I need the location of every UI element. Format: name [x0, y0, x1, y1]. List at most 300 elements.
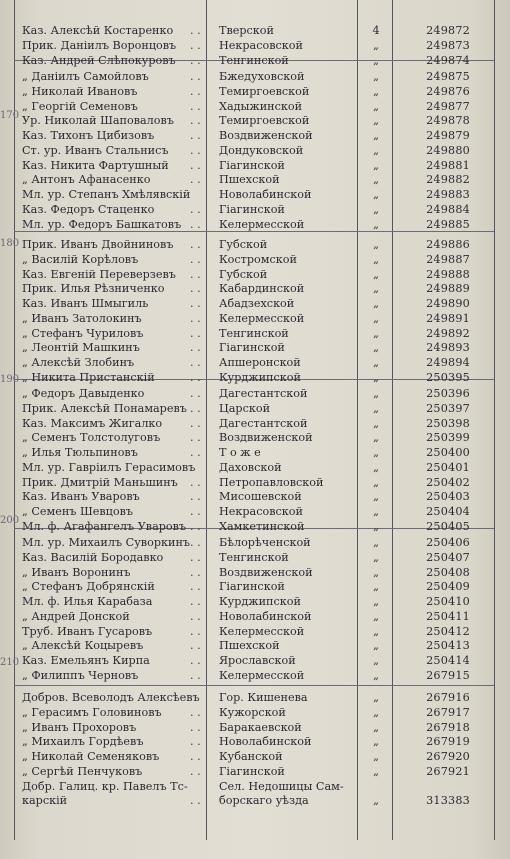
person-name: „ Даніилъ Самойловъ	[22, 70, 149, 83]
stanitsa-name: Темиргоевской	[219, 114, 310, 128]
stanitsa-name: Сел. Недошицы Сам-	[219, 779, 344, 793]
table-row	[0, 536, 510, 550]
leader-dots: . .	[190, 720, 201, 734]
person-name: „ Сергѣй Пенчуковъ	[22, 764, 143, 778]
leader-dots: . .	[190, 267, 201, 281]
stanitsa-name: Некрасовской	[219, 505, 303, 518]
table-row	[0, 238, 510, 252]
registry-number: 249875	[426, 70, 470, 83]
registry-number: 249880	[426, 143, 470, 157]
table-row	[0, 268, 510, 282]
leader-dots: . .	[190, 173, 201, 187]
leader-dots: . .	[190, 536, 201, 549]
table-row	[0, 750, 510, 764]
registry-number: 249883	[426, 188, 470, 201]
leader-dots: . .	[190, 609, 201, 623]
stanitsa-name: Баракаевской	[219, 720, 302, 734]
leader-dots: . .	[190, 282, 201, 296]
table-row	[0, 551, 510, 565]
stanitsa-name: Дагестантской	[219, 387, 308, 400]
registry-number: 249885	[426, 217, 470, 231]
quantity-mark: „	[373, 536, 379, 549]
stanitsa-name: Келермесской	[219, 311, 305, 325]
person-name: Прик. Илья Рѣзниченко	[22, 282, 165, 296]
stanitsa-name: Воздвиженской	[219, 431, 313, 445]
leader-dots: . .	[190, 475, 201, 489]
stanitsa-name: Бжедуховской	[219, 70, 305, 83]
quantity-mark: „	[373, 595, 379, 608]
registry-number: 250405	[426, 519, 470, 533]
person-name: „ Стефанъ Добрянскій	[22, 580, 155, 594]
stanitsa-name: Кужорской	[219, 705, 286, 719]
quantity-mark: „	[373, 129, 379, 142]
registry-number: 249876	[426, 84, 470, 98]
leader-dots: . .	[190, 519, 201, 533]
quantity-mark: „	[373, 565, 379, 579]
person-name: Каз. Василій Бородавко	[22, 550, 164, 564]
registry-number: 250402	[426, 475, 470, 489]
stanitsa-name: Тенгинской	[219, 550, 289, 564]
table-row	[0, 312, 510, 326]
leader-dots: . .	[190, 252, 201, 266]
person-name: Прик. Даніилъ Воронцовъ	[22, 38, 177, 52]
quantity-mark: „	[373, 401, 379, 415]
table-row	[0, 610, 510, 624]
registry-number: 250407	[426, 550, 470, 564]
registry-number: 250411	[426, 609, 470, 623]
person-name: Прик. Иванъ Двойниновъ	[22, 238, 174, 251]
quantity-mark: „	[373, 764, 379, 778]
leader-dots: . .	[190, 38, 201, 52]
stanitsa-name: Хамкетинской	[219, 519, 305, 533]
registry-number: 267921	[426, 764, 470, 778]
leader-dots: . .	[190, 311, 201, 325]
stanitsa-name: Тенгинской	[219, 53, 289, 67]
leader-dots: . .	[190, 580, 201, 594]
leader-dots: . .	[190, 401, 201, 415]
leader-dots: . .	[190, 70, 201, 83]
leader-dots: . .	[190, 129, 201, 142]
quantity-mark: „	[373, 173, 379, 187]
registry-number: 249881	[426, 158, 470, 172]
table-row	[0, 566, 510, 580]
table-row	[0, 580, 510, 594]
table-row	[0, 794, 510, 808]
leader-dots: . .	[190, 595, 201, 608]
registry-number: 250414	[426, 654, 470, 667]
quantity-mark: „	[373, 188, 379, 201]
stanitsa-name: Дагестантской	[219, 416, 308, 430]
quantity-mark: „	[373, 624, 379, 638]
person-name: „ Михаилъ Гордѣевъ	[22, 735, 144, 749]
person-name: „ Алексѣй Злобинъ	[22, 356, 135, 369]
margin-number: 200	[0, 515, 20, 526]
person-name: „ Василій Корѣловъ	[22, 252, 139, 266]
quantity-mark: „	[373, 114, 379, 128]
table-row	[0, 691, 510, 705]
quantity-mark: „	[373, 326, 379, 340]
stanitsa-name: Дондуковской	[219, 143, 304, 157]
registry-number: 267918	[426, 720, 470, 734]
person-name: „ Алексѣй Коцыревъ	[22, 639, 144, 653]
leader-dots: . .	[190, 431, 201, 445]
stanitsa-name: Апшеронской	[219, 356, 301, 369]
leader-dots: . .	[190, 416, 201, 430]
table-row	[0, 253, 510, 267]
stanitsa-name: Курджипской	[219, 370, 301, 384]
table-row	[0, 114, 510, 128]
leader-dots: . .	[190, 490, 201, 504]
quantity-mark: „	[373, 70, 379, 83]
quantity-mark: „	[373, 311, 379, 325]
stanitsa-name: Келермесской	[219, 217, 305, 231]
stanitsa-name: Абадзехской	[219, 297, 295, 310]
person-name: Прик. Дмитрій Маньшинъ	[22, 475, 178, 489]
stanitsa-name: Кабардинской	[219, 282, 305, 296]
stanitsa-name: Бѣлорѣченской	[219, 536, 311, 549]
quantity-mark: „	[373, 267, 379, 281]
registry-number: 267917	[426, 705, 470, 719]
registry-number: 249888	[426, 267, 470, 281]
quantity-mark: „	[373, 794, 379, 808]
leader-dots: . .	[190, 143, 201, 157]
leader-dots: . .	[190, 750, 201, 763]
registry-number: 250410	[426, 595, 470, 608]
table-row	[0, 595, 510, 609]
quantity-mark: „	[373, 53, 379, 67]
quantity-mark: „	[373, 84, 379, 98]
margin-number: 210	[0, 657, 20, 668]
person-name: „ Илья Тюльпиновъ	[22, 446, 138, 459]
registry-number: 249884	[426, 202, 470, 216]
leader-dots: . .	[190, 624, 201, 638]
stanitsa-name: Гіагинской	[219, 341, 285, 355]
registry-number: 249882	[426, 173, 470, 187]
table-row	[0, 625, 510, 639]
leader-dots: . .	[190, 446, 201, 459]
quantity-mark: „	[373, 580, 379, 594]
stanitsa-name: Курджипской	[219, 595, 301, 608]
stanitsa-name: Даховской	[219, 460, 282, 474]
stanitsa-name: Гіагинской	[219, 580, 285, 594]
registry-number: 267916	[426, 691, 470, 704]
stanitsa-name: Воздвиженской	[219, 129, 313, 142]
quantity-mark: „	[373, 99, 379, 113]
registry-number: 250399	[426, 431, 470, 445]
table-row	[0, 780, 510, 794]
table-row	[0, 356, 510, 370]
table-row	[0, 765, 510, 779]
registry-number: 250404	[426, 505, 470, 518]
person-name: Мл. ур. Степанъ Хмѣлявскій	[22, 188, 191, 201]
person-name: „ Филиппъ Черновъ	[22, 668, 139, 682]
table-row	[0, 706, 510, 720]
person-name: Труб. Иванъ Гусаровъ	[22, 624, 153, 638]
stanitsa-name: Воздвиженской	[219, 565, 313, 579]
registry-number: 250398	[426, 416, 470, 430]
registry-number: 249878	[426, 114, 470, 128]
table-row	[0, 721, 510, 735]
leader-dots: . .	[190, 370, 201, 384]
leader-dots: . .	[190, 53, 201, 67]
registry-number: 250396	[426, 387, 470, 400]
leader-dots: . .	[190, 764, 201, 778]
table-row	[0, 505, 510, 519]
table-row	[0, 461, 510, 475]
margin-number: 180	[0, 238, 20, 249]
table-row	[0, 669, 510, 683]
table-row	[0, 39, 510, 53]
margin-number: 190	[0, 374, 20, 385]
quantity-mark: „	[373, 735, 379, 749]
person-name: „ Стефанъ Чуриловъ	[22, 326, 144, 340]
person-name: „ Иванъ Прохоровъ	[22, 720, 137, 734]
registry-number: 249879	[426, 129, 470, 142]
stanitsa-name: Некрасовской	[219, 38, 303, 52]
person-name: Мл. ур. Федоръ Башкатовъ	[22, 217, 182, 231]
stanitsa-name: Гіагинской	[219, 158, 285, 172]
registry-number: 249877	[426, 99, 470, 113]
person-name: Каз. Алексѣй Костаренко	[22, 24, 174, 37]
quantity-mark: „	[373, 654, 379, 667]
quantity-mark: „	[373, 252, 379, 266]
quantity-mark: „	[373, 38, 379, 52]
leader-dots: . .	[190, 297, 201, 310]
quantity-mark: „	[373, 668, 379, 682]
person-name: Каз. Емельянъ Кирпа	[22, 654, 150, 667]
leader-dots: . .	[190, 794, 201, 808]
person-name: Каз. Иванъ Уваровъ	[22, 490, 140, 504]
person-name: Каз. Максимъ Жигалко	[22, 416, 163, 430]
registry-number: 250395	[426, 370, 470, 384]
stanitsa-name: Костромской	[219, 252, 297, 266]
stanitsa-name: Кубанской	[219, 750, 283, 763]
quantity-mark: „	[373, 691, 379, 704]
registry-number: 250397	[426, 401, 470, 415]
stanitsa-name: Новолабинской	[219, 609, 312, 623]
person-name: „ Николай Семеняковъ	[22, 750, 160, 763]
quantity-mark: 4	[372, 24, 380, 37]
registry-number: 249872	[426, 24, 470, 37]
registry-number: 250409	[426, 580, 470, 594]
table-row	[0, 446, 510, 460]
registry-number: 267919	[426, 735, 470, 749]
person-name: Добров. Всеволодъ Алексѣевъ	[22, 691, 200, 704]
registry-number: 250400	[426, 446, 470, 459]
quantity-mark: „	[373, 519, 379, 533]
person-name: Каз. Федоръ Стаценко	[22, 202, 155, 216]
table-row	[0, 327, 510, 341]
table-row	[0, 431, 510, 445]
quantity-mark: „	[373, 356, 379, 369]
table-row	[0, 476, 510, 490]
registry-number: 250403	[426, 490, 470, 504]
person-name: „ Леонтій Машкинъ	[22, 341, 140, 355]
table-row	[0, 218, 510, 232]
leader-dots: . .	[190, 705, 201, 719]
leader-dots: . .	[190, 202, 201, 216]
leader-dots: . .	[190, 341, 201, 355]
person-name: Каз. Иванъ Шмыгиль	[22, 297, 149, 310]
person-name: „ Николай Ивановъ	[22, 84, 138, 98]
stanitsa-name: Новолабинской	[219, 735, 312, 749]
table-row	[0, 188, 510, 202]
quantity-mark: „	[373, 370, 379, 384]
stanitsa-name: Ярославской	[219, 654, 296, 667]
table-row	[0, 402, 510, 416]
registry-number: 249886	[426, 238, 470, 251]
registry-number: 313383	[426, 794, 470, 808]
quantity-mark: „	[373, 416, 379, 430]
stanitsa-name: Пшехской	[219, 173, 280, 187]
table-row	[0, 129, 510, 143]
leader-dots: . .	[190, 550, 201, 564]
quantity-mark: „	[373, 750, 379, 763]
person-name: Каз. Никита Фартушный	[22, 158, 169, 172]
person-name: „ Георгій Семеновъ	[22, 99, 138, 113]
person-name: „ Семенъ Толстолуговъ	[22, 431, 161, 445]
stanitsa-name: Губской	[219, 238, 268, 251]
leader-dots: . .	[190, 158, 201, 172]
stanitsa-name: Келермесской	[219, 668, 305, 682]
quantity-mark: „	[373, 705, 379, 719]
stanitsa-name: Царской	[219, 401, 271, 415]
leader-dots: . .	[190, 639, 201, 653]
person-name: „ Никита Пристанскій	[22, 370, 155, 384]
quantity-mark: „	[373, 282, 379, 296]
stanitsa-name: Петропавловской	[219, 475, 324, 489]
table-row	[0, 490, 510, 504]
registry-number: 267915	[426, 668, 470, 682]
table-row	[0, 203, 510, 217]
person-name: „ Семенъ Шевцовъ	[22, 505, 134, 518]
table-row	[0, 282, 510, 296]
quantity-mark: „	[373, 431, 379, 445]
quantity-mark: „	[373, 202, 379, 216]
leader-dots: . .	[190, 326, 201, 340]
leader-dots: . .	[190, 99, 201, 113]
quantity-mark: „	[373, 143, 379, 157]
person-name: „ Иванъ Затолокинъ	[22, 311, 142, 325]
stanitsa-name: Новолабинской	[219, 188, 312, 201]
table-row	[0, 341, 510, 355]
leader-dots: . .	[190, 217, 201, 231]
quantity-mark: „	[373, 720, 379, 734]
registry-number: 250413	[426, 639, 470, 653]
person-name: Мл. ф. Агафангелъ Уваровъ	[22, 519, 187, 533]
quantity-mark: „	[373, 505, 379, 518]
person-name: „ Антонъ Афанасенко	[22, 173, 151, 187]
table-row	[0, 144, 510, 158]
quantity-mark: „	[373, 297, 379, 310]
stanitsa-name: борскаго уѣзда	[219, 794, 309, 808]
registry-number: 249889	[426, 282, 470, 296]
registry-number: 249891	[426, 311, 470, 325]
leader-dots: . .	[190, 84, 201, 98]
stanitsa-name: Мисошевской	[219, 490, 302, 504]
stanitsa-name: Темиргоевской	[219, 84, 310, 98]
table-row	[0, 159, 510, 173]
table-row	[0, 70, 510, 84]
stanitsa-name: Тверской	[219, 24, 274, 37]
registry-number: 249892	[426, 326, 470, 340]
quantity-mark: „	[373, 341, 379, 355]
table-row	[0, 735, 510, 749]
person-name: „ Федоръ Давыденко	[22, 387, 145, 400]
registry-number: 250401	[426, 460, 470, 474]
person-name: „ Иванъ Воронинъ	[22, 565, 131, 579]
leader-dots: . .	[190, 505, 201, 518]
stanitsa-name: Хадыжинской	[219, 99, 303, 113]
quantity-mark: „	[373, 639, 379, 653]
leader-dots: . .	[190, 387, 201, 400]
registry-number: 249887	[426, 252, 470, 266]
table-row	[0, 417, 510, 431]
table-row	[0, 639, 510, 653]
quantity-mark: „	[373, 550, 379, 564]
person-name: Каз. Андрей Слѣпокуровъ	[22, 53, 176, 67]
table-row	[0, 371, 510, 385]
leader-dots: . .	[190, 238, 201, 251]
leader-dots: . .	[190, 565, 201, 579]
table-row	[0, 54, 510, 68]
table-row	[0, 24, 510, 38]
stanitsa-name: Гор. Кишенева	[219, 691, 308, 704]
quantity-mark: „	[373, 158, 379, 172]
registry-number: 250406	[426, 536, 470, 549]
table-row	[0, 520, 510, 534]
quantity-mark: „	[373, 490, 379, 504]
registry-number: 267920	[426, 750, 470, 763]
stanitsa-name: Т о ж е	[219, 446, 261, 459]
person-name: карскій	[22, 794, 68, 808]
registry-number: 249890	[426, 297, 470, 310]
stanitsa-name: Гіагинской	[219, 202, 285, 216]
margin-number: 170	[0, 110, 20, 121]
person-name: Мл. ур. Гавріилъ Герасимовъ	[22, 460, 196, 474]
stanitsa-name: Тенгинской	[219, 326, 289, 340]
table-row	[0, 173, 510, 187]
leader-dots: . .	[190, 668, 201, 682]
leader-dots: . .	[190, 24, 201, 37]
leader-dots: . .	[190, 735, 201, 749]
table-row	[0, 85, 510, 99]
group-divider	[14, 685, 494, 686]
registry-number: 249874	[426, 53, 470, 67]
person-name: „ Герасимъ Головиновъ	[22, 705, 162, 719]
registry-number: 250412	[426, 624, 470, 638]
person-name: Мл. ф. Илья Карабаза	[22, 595, 153, 608]
person-name: Прик. Алексѣй Понамаревъ	[22, 401, 187, 415]
registry-number: 250408	[426, 565, 470, 579]
registry-number: 249893	[426, 341, 470, 355]
quantity-mark: „	[373, 609, 379, 623]
registry-number: 249873	[426, 38, 470, 52]
stanitsa-name: Келермесской	[219, 624, 305, 638]
person-name: Ур. Николай Шаповаловъ	[22, 114, 174, 128]
person-name: Ст. ур. Иванъ Стальнисъ	[22, 143, 169, 157]
table-row	[0, 100, 510, 114]
person-name: Добр. Галиц. кр. Павелъ Тс-	[22, 779, 188, 793]
quantity-mark: „	[373, 475, 379, 489]
leader-dots: . .	[190, 114, 201, 128]
table-row	[0, 387, 510, 401]
quantity-mark: „	[373, 446, 379, 459]
stanitsa-name: Губской	[219, 267, 268, 281]
registry-number: 249894	[426, 356, 470, 369]
person-name: Каз. Евгеній Переверзевъ	[22, 267, 176, 281]
quantity-mark: „	[373, 238, 379, 251]
